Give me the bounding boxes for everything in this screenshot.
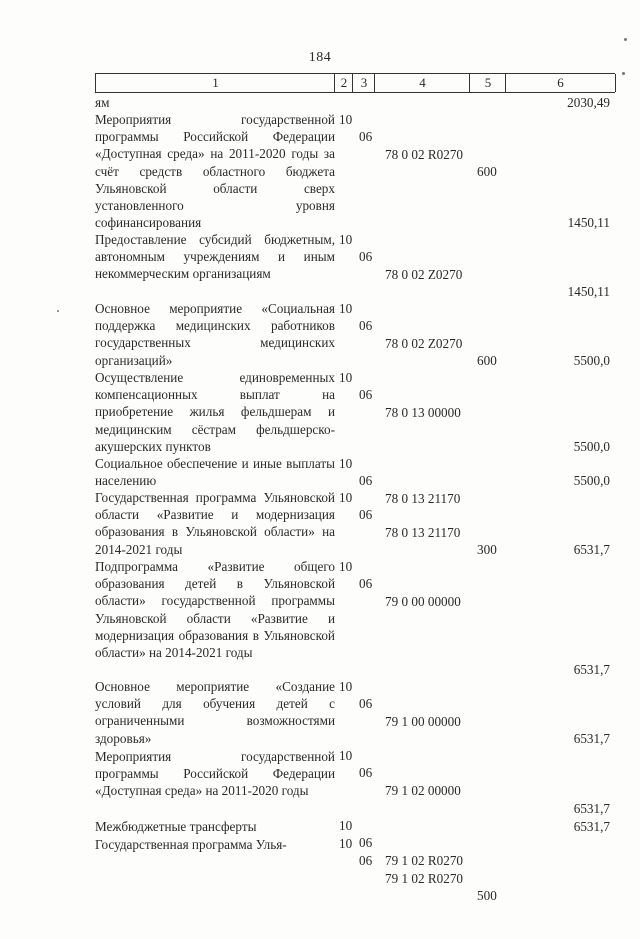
row-amount: 6531,7: [573, 819, 610, 834]
row-subsection: 06: [359, 387, 373, 403]
row-subsection: 06: [359, 318, 373, 334]
row-name: Подпрограмма «Развитие общего образования детей в Ульяновской области» государственной программы Ульяновской области «Развитие и модернизация образования в Ульяновской области» на 2014-2021 годы: [95, 559, 335, 661]
row-amount: 5500,0: [573, 439, 610, 454]
row-subsection: 06: [359, 835, 373, 851]
row-amount: 5500,0: [573, 473, 610, 488]
scan-speck: [622, 72, 625, 75]
row-subsection: 06: [359, 249, 373, 265]
row-subsection: 06: [359, 576, 373, 592]
row-amount: 6531,7: [573, 731, 610, 746]
page-number: 184: [308, 50, 332, 65]
header-col-6: 6: [505, 74, 616, 92]
row-name: Межбюджетные трансферты: [95, 819, 257, 834]
header-col-1: 1: [95, 74, 335, 92]
row-section: 10: [339, 836, 353, 852]
row-subsection: 06: [359, 473, 373, 489]
row-target-article: 79 1 00 00000: [385, 713, 461, 729]
row-codes: [339, 836, 359, 939]
row-section: 10: [339, 490, 353, 506]
scan-speck: [624, 38, 627, 41]
row-target-article: 78 0 02 R0270: [385, 146, 464, 162]
row-section: 10: [339, 112, 353, 128]
row-amount: 5500,0: [573, 353, 610, 368]
header-col-2: 2: [334, 74, 353, 92]
row-target-article: 79 0 00 00000: [385, 593, 461, 609]
row-name: Осуществление единовременных компенсационных выплат на приобретение жилья фельдшерам и медицинским сёстрам фельдшерско-акушерских пунктов: [95, 370, 335, 454]
row-name: Мероприятия государственной программы Российской Федерации «Доступная среда» на 2011-2020 годы: [95, 749, 335, 799]
table-header: [95, 73, 615, 93]
row-amount: 1450,11: [567, 284, 610, 299]
row-expense-type: 600: [477, 352, 497, 368]
row-section: 10: [339, 818, 353, 834]
row-section: 10: [339, 232, 353, 248]
row-amount: 1450,11: [567, 215, 610, 230]
row-name: Социальное обеспечение и иные выплаты населению: [95, 456, 335, 489]
row-amount: 6531,7: [573, 542, 610, 557]
row-codes: [339, 541, 461, 644]
row-subsection: 06: [359, 853, 373, 869]
row-name: Государственная программа Улья-: [95, 837, 287, 852]
row-codes: [339, 94, 497, 197]
row-name: Основное мероприятие «Социальная поддержка медицинских работников государственных медицинских организаций»: [95, 301, 335, 368]
row-subsection: 06: [359, 765, 373, 781]
row-name: Предоставление субсидий бюджетным, автономным учреждениям и иным некоммерческим организациям: [95, 232, 335, 282]
header-col-4: 4: [374, 74, 470, 92]
row-subsection: 06: [359, 129, 373, 145]
row-name: Мероприятия государственной программы Российской Федерации «Доступная среда» на 2011-2020 годы за счёт средств областного бюджета Ульяновской области сверх установленного уровня софинансирования: [95, 112, 335, 231]
row-name: Основное мероприятие «Создание условий для обучения детей с ограниченными возможностями здоровья»: [95, 679, 335, 746]
header-col-5: 5: [469, 74, 506, 92]
row-target-article: 78 0 13 21170: [385, 490, 461, 506]
row-expense-type: 600: [477, 163, 497, 179]
row-section: 10: [339, 370, 353, 386]
row-target-article: 78 0 02 Z0270: [385, 335, 463, 351]
row-target-article: 78 0 02 Z0270: [385, 266, 463, 282]
row-section: 10: [339, 748, 353, 764]
scan-speck: [57, 310, 59, 312]
row-target-article: 79 1 02 R0270: [385, 852, 464, 868]
row-expense-type: 500: [477, 887, 497, 903]
row-name: ям: [95, 95, 110, 110]
row-section: 10: [339, 301, 353, 317]
row-section: 10: [339, 559, 353, 575]
row-amount: 6531,7: [573, 801, 610, 816]
row-name: Государственная программа Ульяновской области «Развитие и модернизация образования в Ульяновской области» на 2014-2021 годы: [95, 490, 335, 557]
row-section: 10: [339, 456, 353, 472]
row-target-article: 79 1 02 00000: [385, 782, 461, 798]
row-subsection: 06: [359, 696, 373, 712]
row-target-article: 78 0 13 00000: [385, 404, 461, 420]
row-target-article: 78 0 13 21170: [385, 524, 461, 540]
row-subsection: 06: [359, 507, 373, 523]
row-section: 10: [339, 679, 353, 695]
header-col-3: 3: [352, 74, 375, 92]
row-expense-type: 300: [477, 541, 497, 557]
row-target-article: 79 1 02 R0270: [385, 870, 464, 886]
row-amount: 2030,49: [567, 95, 610, 110]
row-amount: 6531,7: [573, 662, 610, 677]
